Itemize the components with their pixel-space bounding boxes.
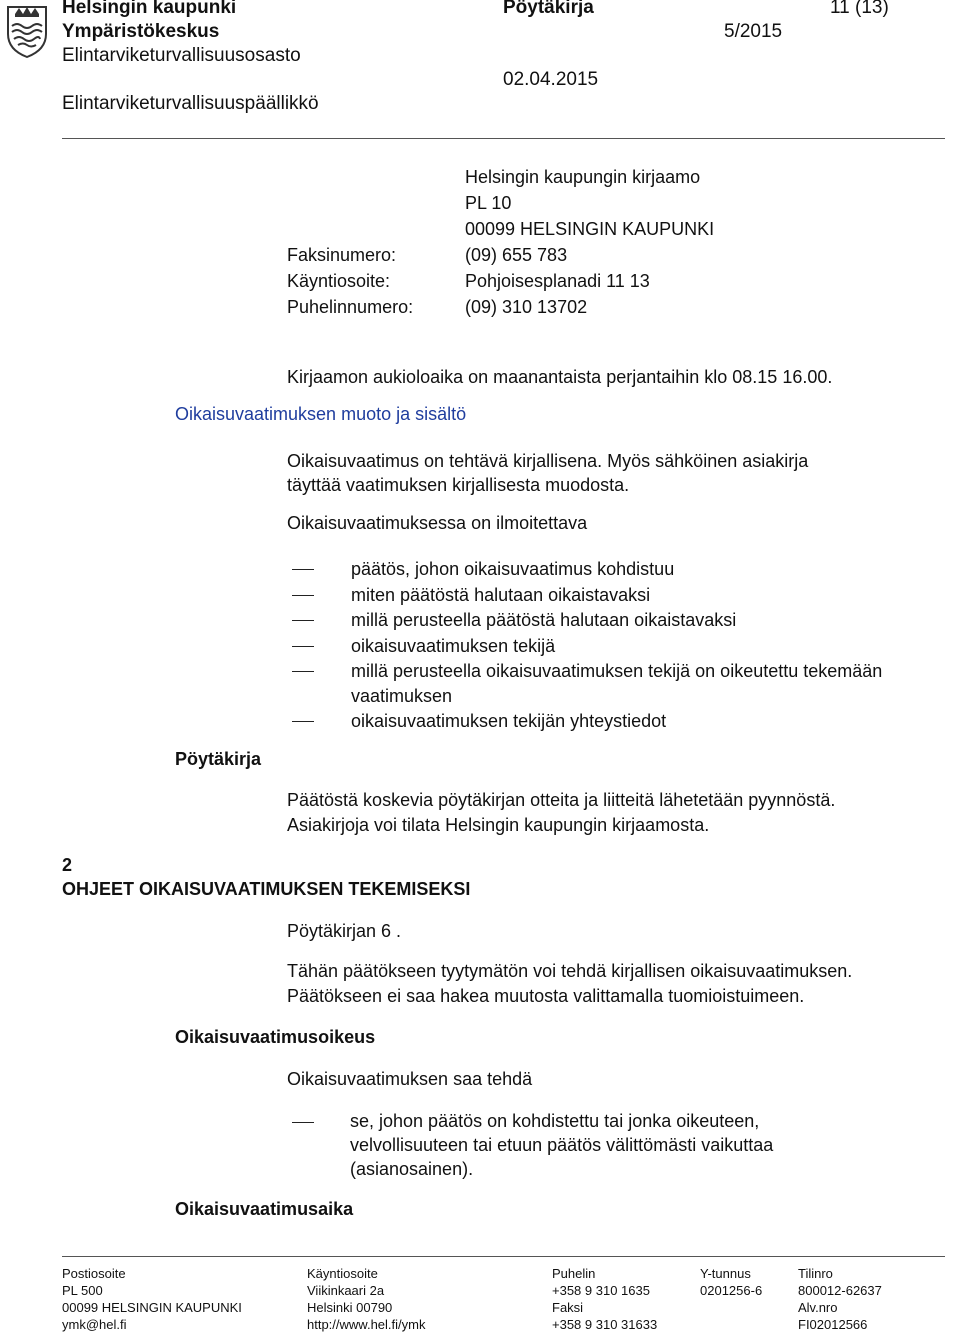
- list-item: oikaisuvaatimuksen tekijä: [289, 634, 909, 659]
- minutes-line1: Päätöstä koskevia pöytäkirjan otteita ja liitteitä lähetetään pyynnöstä.: [287, 790, 836, 810]
- footer-email[interactable]: ymk@hel.fi: [62, 1317, 127, 1332]
- footer-visit-line1: Viikinkaari 2a: [307, 1283, 385, 1298]
- footer-fax-heading: Faksi: [552, 1300, 584, 1315]
- fax-value: (09) 655 783: [465, 245, 568, 265]
- phone-label: Puhelinnumero:: [287, 297, 414, 317]
- visit-label: Käyntiosoite:: [287, 271, 391, 291]
- footer-visit-line2: Helsinki 00790: [307, 1300, 393, 1315]
- fax-label: Faksinumero:: [287, 245, 397, 265]
- list-item: millä perusteella oikaisuvaatimuksen tekijä on oikeutettu tekemään vaatimuksen: [289, 659, 891, 708]
- footer-account-heading: Tilinro: [798, 1266, 833, 1281]
- registry-hours: Kirjaamon aukioloaika on maanantaista perjantaihin klo 08.15 16.00.: [287, 367, 833, 387]
- appeal-right-item-line3: (asianosainen).: [350, 1159, 474, 1179]
- footer-fax: +358 9 310 31633: [552, 1317, 658, 1332]
- list-item: oikaisuvaatimuksen tekijän yhteystiedot: [289, 709, 909, 734]
- footer-account: 800012-62637: [798, 1283, 882, 1298]
- footer-vat-heading: Alv.nro: [798, 1300, 838, 1315]
- footer-phone: +358 9 310 1635: [552, 1283, 650, 1298]
- registry-name: Helsingin kaupungin kirjaamo: [465, 167, 701, 187]
- section-paragraph2: Päätökseen ei saa hakea muutosta valittamalla tuomioistuimeen.: [287, 986, 805, 1006]
- appeal-right-intro: Oikaisuvaatimuksen saa tehdä: [287, 1069, 533, 1089]
- list-item: päätös, johon oikaisuvaatimus kohdistuu: [289, 557, 909, 582]
- unit-name: Elintarviketurvallisuusosasto: [62, 45, 301, 66]
- footer-business-id-heading: Y-tunnus: [700, 1266, 751, 1281]
- page-number: 11 (13): [830, 0, 889, 18]
- section-number: 2: [62, 855, 73, 875]
- appeal-right-item-line1: se, johon päätös on kohdistettu tai jonka oikeuteen,: [350, 1111, 760, 1131]
- footer-website-link[interactable]: http://www.hel.fi/ymk: [307, 1317, 426, 1332]
- footer-phone-heading: Puhelin: [552, 1266, 596, 1281]
- form-required-intro: Oikaisuvaatimuksessa on ilmoitettava: [287, 513, 588, 533]
- appeal-right-heading: Oikaisuvaatimusoikeus: [175, 1027, 376, 1047]
- dash-bullet: [292, 1122, 314, 1123]
- footer-postal-line2: 00099 HELSINGIN KAUPUNKI: [62, 1300, 242, 1315]
- minutes-line2: Asiakirjoja voi tilata Helsingin kaupungin kirjaamosta.: [287, 815, 710, 835]
- section-title: OHJEET OIKAISUVAATIMUKSEN TEKEMISEKSI: [62, 879, 471, 899]
- footer-vat: FI02012566: [798, 1317, 868, 1332]
- form-paragraph-line2: täyttää vaatimuksen kirjallisesta muodosta.: [287, 475, 630, 495]
- doc-number: 5/2015: [724, 21, 783, 42]
- person-title: Elintarviketurvallisuuspäällikkö: [62, 93, 319, 114]
- helsinki-crest-logo: [5, 4, 49, 58]
- visit-value: Pohjoisesplanadi 11 13: [465, 271, 650, 291]
- section-reference: Pöytäkirjan 6 .: [287, 921, 402, 941]
- org-name: Helsingin kaupunki: [62, 0, 237, 18]
- form-heading: Oikaisuvaatimuksen muoto ja sisältö: [175, 404, 467, 424]
- doc-date: 02.04.2015: [503, 69, 599, 90]
- required-items-list: [289, 557, 909, 735]
- registry-po-box: PL 10: [465, 193, 512, 213]
- phone-value: (09) 310 13702: [465, 297, 588, 317]
- form-paragraph-line1: Oikaisuvaatimus on tehtävä kirjallisena. Myös sähköinen asiakirja: [287, 451, 809, 471]
- list-item: miten päätöstä halutaan oikaistavaksi: [289, 583, 909, 608]
- doc-type: Pöytäkirja: [503, 0, 594, 18]
- minutes-heading: Pöytäkirja: [175, 749, 262, 769]
- appeal-right-item-line2: velvollisuuteen tai etuun päätös välittömästi vaikuttaa: [350, 1135, 774, 1155]
- footer-visit-heading: Käyntiosoite: [307, 1266, 378, 1281]
- list-item: millä perusteella päätöstä halutaan oikaistavaksi: [289, 608, 909, 633]
- department-name: Ympäristökeskus: [62, 21, 220, 42]
- header-divider: [62, 138, 945, 139]
- registry-postal: 00099 HELSINGIN KAUPUNKI: [465, 219, 715, 239]
- footer-business-id: 0201256-6: [700, 1283, 763, 1298]
- section-paragraph1: Tähän päätökseen tyytymätön voi tehdä kirjallisen oikaisuvaatimuksen.: [287, 961, 853, 981]
- footer-divider: [62, 1256, 945, 1257]
- footer-postal-heading: Postiosoite: [62, 1266, 126, 1281]
- footer-postal-line1: PL 500: [62, 1283, 103, 1298]
- appeal-time-heading: Oikaisuvaatimusaika: [175, 1199, 354, 1219]
